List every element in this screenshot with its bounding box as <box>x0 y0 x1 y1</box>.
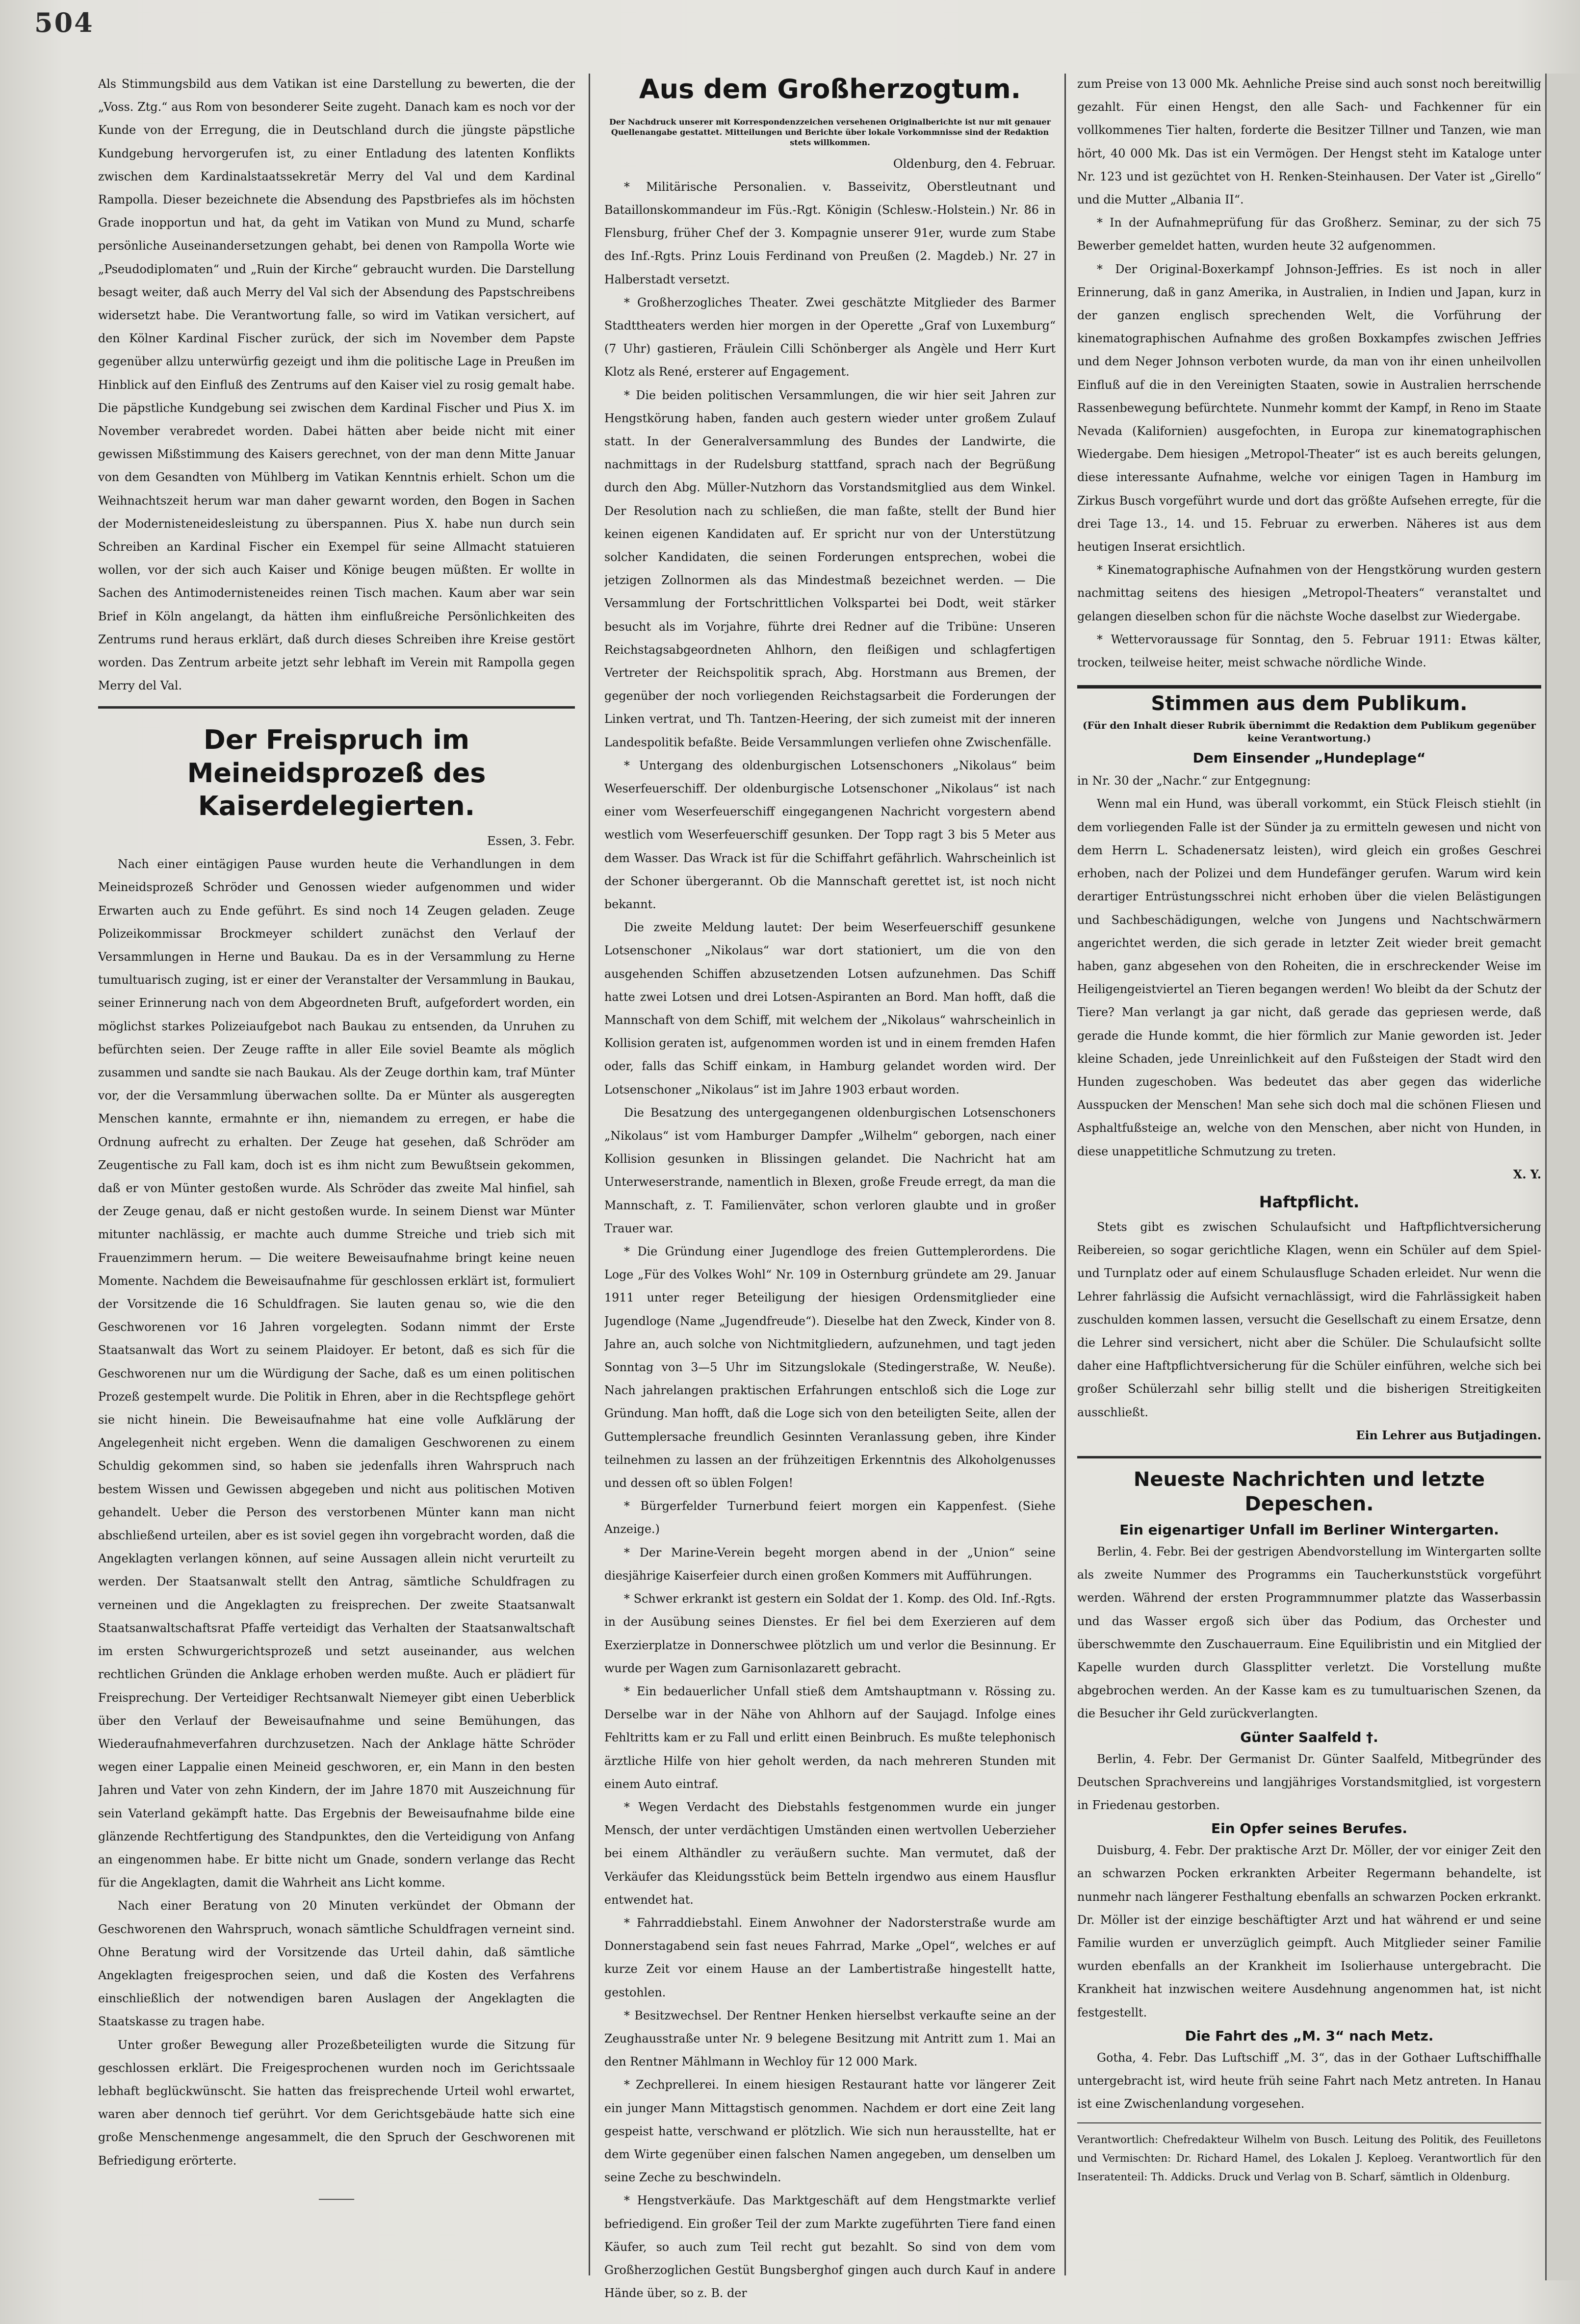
local-news-item: * Schwer erkrankt ist gestern ein Soldat der 1. Komp. des Old. Inf.-Rgts. in der Ausübung seines Dienstes. Er fiel bei dem Exerzieren auf dem Exerzierplatze in Donnerschwee plötzlich um und verlor die Besinnung. Er wurde per Wagen zum Garnisonlazarett gebracht. <box>604 1592 1056 1675</box>
separator <box>1077 685 1541 689</box>
dispatch: Berlin, 4. Febr. Der Germanist Dr. Günter Saalfeld, Mitbegründer des Deutschen Sprachvereins und langjähriges Vorstandsmitglied, ist vorgestern in Friedenau gestorben. <box>1077 1752 1541 1812</box>
local-news-item: * Die beiden politischen Versammlungen, die wir hier seit Jahren zur Hengstkörung haben, fanden auch gestern wieder unter großem Zulauf statt. In der Generalversammlung des Bundes der Landwirte, die nachmittags in der Rudelsburg stattfand, sprach nach der Begrüßung durch den Abg. Müller-Nutzhorn das Vorstandsmitglied aus dem Winkel. Der Resolution nach zu schließen, die man faßte, stellt der Bund hier keinen eigenen Kandidaten auf. Er spricht nur von der Unterstützung solcher Kandidaten, die seinen Forderungen entsprechen, wobei die jetzigen Zollnormen als das Mindestmaß bezeichnet werden. — Die Versammlung der Fortschrittlichen Volkspartei bei Dodt, weit stärker besucht als im Vorjahre, führte drei Redner auf die Tribüne: Unseren Reichstagsabgeordneten Ahlhorn, den fleißigen und schlagfertigen Vertreter der Reichspolitik sprach, Abg. Horstmann aus Bremen, der gegenüber der noch vorliegenden Reichstagsarbeit die Forderungen der Linken vertrat, und Th. Tantzen-Heering, der sich zumeist mit der inneren Landespolitik befaßte. Beide Versammlungen verliefen ohne Zwischenfälle. <box>604 388 1056 749</box>
local-news-item: * Militärische Personalien. v. Basseivitz, Oberstleutnant und Bataillonskommandeur im Füs.-Rgt. Königin (Schlesw.-Holstein.) Nr. 86 in Flensburg, früher Chef der 3. Kompagnie unserer 91er, wurde zum Stabe des Inf.-Rgts. Prinz Louis Ferdinand von Preußen (2. Magdeb.) Nr. 27 in Halberstadt versetzt. <box>604 179 1056 286</box>
column-3 <box>1077 73 1541 2309</box>
trial-paragraph: Nach einer Beratung von 20 Minuten verkündet der Obmann der Geschworenen den Wahrspruch, wonach sämtliche Schuldfragen verneint sind. Ohne Beratung wird der Vorsitzende das Urteil dahin, daß sämtliche Angeklagten freigesprochen seien, und daß die Kosten des Verfahrens einschließlich der notwendigen baren Auslagen der Angeklagten die Staatskasse zu tragen habe. <box>98 1899 575 2029</box>
local-news-item: zum Preise von 13 000 Mk. Aehnliche Preise sind auch sonst noch bereitwillig gezahlt. Für einen Hengst, den alle Sach- und Fachkenner für ein vollkommenes Tier halten, forderte die Besitzer Tillner und Tanzen, wie man hört, 40 000 Mk. Das ist ein Vermögen. Der Hengst steht im Kataloge unter Nr. 123 und ist gezüchtet von H. Renken-Steinhausen. Der Vater ist „Girello“ und die Mutter „Albania II“. <box>1077 77 1541 207</box>
letter-body: Stets gibt es zwischen Schulaufsicht und Haftpflichtversicherung Reibereien, so sogar gerichtliche Klagen, wenn ein Schüler auf dem Spiel- und Turnplatz oder auf einem Schulausfluge Schaden erleidet. Nur wenn die Lehrer fahrlässig die Aufsicht vernachlässigt, wird die Fahrlässigkeit haben zuschulden kommen lassen, versucht die Gesellschaft zu einem Ersatze, denn die Lehrer sind versichert, nicht aber die Schüler. Die Schulaufsicht sollte daher eine Haftpflichtversicherung für die Schüler einführen, welche sich bei großer Schülerzahl sehr billig stellt und die bisherigen Streitigkeiten ausschließt. <box>1077 1220 1541 1419</box>
rubric-notice: (Für den Inhalt dieser Rubrik übernimmt die Redaktion dem Publikum gegenüber keine Verantwortung.) <box>1082 719 1536 744</box>
local-news-item: * Zechprellerei. In einem hiesigen Restaurant hatte vor längerer Zeit ein junger Mann Mittagstisch genommen. Nachdem er dort eine Zeit lang gespeist hatte, verschwand er plötzlich. Wie sich nun herausstellte, hat er dem Wirte gegenüber einen falschen Namen angegeben, um denselben um seine Zeche zu beschwindeln. <box>604 2078 1056 2185</box>
headline-dog-plague: Dem Einsender „Hundeplage“ <box>1192 750 1426 766</box>
vatican-article: Als Stimmungsbild aus dem Vatikan ist eine Darstellung zu bewerten, die der „Voss. Ztg.“ aus Rom von besonderer Seite zugeht. Danach kam es noch vor der Kunde von der Erregung, die in Deutschland durch die jüngste päpstliche Kundgebung hervorgerufen ist, zu einer Entladung des latenten Konflikts zwischen dem Kardinalstaatssekretär Merry del Val und dem Kardinal Rampolla. Dieser bezeichnete die Absendung des Papstbriefes als im höchsten Grade inopportun und hat, da geht im Vatikan von Mund zu Mund, scharfe persönliche Auseinandersetzungen gehabt, bei denen von Rampolla Worte wie „Pseudodiplomaten“ und „Ruin der Kirche“ gebraucht wurden. Die Darstellung besagt weiter, daß auch Merry del Val sich der Absendung des Papstschreibens widersetzt habe. Die Verantwortung falle, so wird im Vatikan versichert, auf den Kölner Kardinal Fischer zurück, der sich im November dem Papste gegenüber allzu unterwürfig gezeigt und ihm die politische Lage in Preußen im Hinblick auf den Einfluß des Zentrums auf den Kaiser viel zu rosig gemalt habe. Die päpstliche Kundgebung sei zwischen dem Kardinal Fischer und Pius X. im November verabredet worden. Dabei hätten aber beide nicht mit einer gewissen Mißstimmung des Kaisers gerechnet, von der man denn Mitte Januar von dem Gesandten von Mühlberg im Vatikan Kenntnis erhielt. Schon um die Weihnachtszeit herum war man daher gewarnt worden, den Bogen in Sachen der Modernisteneidesleistung zu überspannen. Pius X. habe nun durch sein Schreiben an Kardinal Fischer ein Exempel für seine Allmacht statuieren wollen, vor der sich auch Kaiser und Könige beugen müßten. Er wollte in Sachen des Antimodernisteneides reinen Tisch machen. Kaum aber war sein Brief in Köln angelangt, da hätten ihm einflußreiche Persönlichkeiten des Zentrums rund heraus erklärt, daß durch dieses Schreiben ihre Kreise gestört worden. Das Zentrum arbeite jetzt sehr lebhaft im Verein mit Rampolla gegen Merry del Val. <box>98 77 575 693</box>
local-news-item: * Die Gründung einer Jugendloge des freien Guttemplerordens. Die Loge „Für des Volkes Wohl“ Nr. 109 in Osternburg gründete am 29. Januar 1911 unter reger Beteiligung der hiesigen Ordensmitglieder eine Jugendloge (Name „Jugendfreude“). Dieselbe hat den Zweck, Kinder von 8. Jahre an, auch solche von Nichtmitgliedern, aufzunehmen, und tagt jeden Sonntag von 3—5 Uhr im Sitzungslokale (Stedingerstraße, W. Neuße). Nach jahrelangen praktischen Erfahrungen entschloß sich die Loge zur Gründung. Man hofft, daß die Loge sich von den beteiligten Seite, allen der Guttemplersache freundlich Gesinnten Veranlassung geben, ihre Kinder teilnehmen zu lassen an der frühzeitigen Erkenntnis des Alkoholgenusses und dessen oft so üblen Folgen! <box>604 1245 1056 1490</box>
separator <box>1077 2122 1541 2123</box>
column-1 <box>98 73 575 2309</box>
local-news-item: * Besitzwechsel. Der Rentner Henken hierselbst verkaufte seine an der Zeughausstraße unter Nr. 9 belegene Besitzung mit Antritt zum 1. Mai an den Rentner Mählmann in Wechloy für 12 000 Mark. <box>604 2008 1056 2069</box>
local-news-item: Die zweite Meldung lautet: Der beim Weserfeuerschiff gesunkene Lotsenschoner „Nikolaus“ war dort stationiert, um die von den ausgehenden Schiffen abzusetzenden Lotsen aufzunehmen. Das Schiff hatte zwei Lotsen und drei Lotsen-Aspiranten an Bord. Man hofft, daß die Mannschaft von dem Schiff, mit welchem der „Nikolaus“ wahrscheinlich in Kollision geraten ist, aufgenommen worden ist und in einem fremden Hafen oder, falls das Schiff einkam, in Hamburg gelandet worden wird. Der Lotsenschoner „Nikolaus“ ist im Jahre 1903 erbaut worden. <box>604 920 1056 1097</box>
page-number: 504 <box>34 7 94 38</box>
letter-body: Wenn mal ein Hund, was überall vorkommt, ein Stück Fleisch stiehlt (in dem vorliegenden Falle ist der Sünder ja zu ermitteln gewesen und nicht von dem Herrn L. Schadenersatz leisten), wird gleich ein großes Geschrei erhoben, nach der Polizei und dem Hundefänger gerufen. Warum wird kein derartiger Entrüstungsschrei nicht erhoben über die vielen Belästigungen und Sachbeschädigungen, welche von Jungens und Nachtschwärmern angerichtet werden, die sich gerade in letzter Zeit wieder breit gemacht haben, ganz abgesehen von den Roheiten, die in erschreckender Weise im Heiligengeistviertel an Tieren begangen werden! Wo bleibt da der Schutz der Tiere? Man verlangt ja gar nicht, daß gerade das gepriesen werde, daß gerade die Hunde kommt, die hier förmlich zur Manie geworden ist. Jeder kleine Schaden, jede Unreinlichkeit auf den Fußsteigen der Stadt wird den Hunden zugeschoben. Was bedeutet das aber gegen das widerliche Ausspucken der Menschen! Man sehe sich doch mal die schönen Fliesen und Asphaltfußsteige an, welche von den Menschen, aber nicht von Hunden, in diese unappetitliche Schmutzung zu treten. <box>1077 797 1541 1158</box>
reprint-notice: Der Nachdruck unserer mit Korrespondenzzeichen versehenen Originalberichte ist nur mit genauer Quellenangabe gestattet. Mitteilungen und Berichte über lokale Vorkommnisse sind der Redaktion stets willkommen. <box>609 117 1051 147</box>
local-news-item: * Der Original-Boxerkampf Johnson-Jeffries. Es ist noch in aller Erinnerung, daß in ganz Amerika, in Australien, in Indien und Japan, kurz in der ganzen englisch sprechenden Welt, die Vorführung der kinematographischen Aufnahme des großen Boxkampfes zwischen Jeffries und dem Neger Johnson verboten wurde, da man von ihr einen unheilvollen Einfluß auf die in den Vereinigten Staaten, sowie in Australien herrschende Rassenbewegung befürchtete. Nunmehr kommt der Kampf, in Reno im Staate Nevada (Kalifornien) ausgefochten, in Europa zur kinematographischen Wiedergabe. Dem hiesigen „Metropol-Theater“ ist es auch bereits gelungen, diese interessante Aufnahme, welche vor einigen Tagen in Hamburg im Zirkus Busch vorgeführt wurde und dort das größte Aufsehen erregte, für die drei Tage 13., 14. und 15. Februar zu erwerben. Näheres ist aus dem heutigen Inserat ersichtlich. <box>1077 262 1541 554</box>
trial-paragraph: Nach einer eintägigen Pause wurden heute die Verhandlungen in dem Meineidsprozeß Schröder und Genossen wieder aufgenommen und wider Erwarten auch zu Ende geführt. Es sind noch 14 Zeugen geladen. Zeuge Polizeikommissar Brockmeyer schildert zunächst den Verlauf der Versammlungen in Herne und Baukau. Da es in der Versammlung zu Herne tumultuarisch zuging, ist er einer der Veranstalter der Versammlung in Baukau, seiner Erinnerung nach von dem Abgeordneten Bruft, aufgefordert worden, ein möglichst starkes Polizeiaufgebot nach Baukau zu entsenden, da Unruhen zu befürchten seien. Der Zeuge raffte in aller Eile soviel Beamte als möglich zusammen und sandte sie nach Baukau. Als der Zeuge dorthin kam, traf Münter vor, der die Versammlung überwachen sollte. Da er Münter als ausgeregten Menschen kannte, ermahnte er ihn, niemandem zu erregen, er habe die Ordnung aufrecht zu erhalten. Der Zeuge hat gesehen, daß Schröder am Zeugentische zu Fall kam, doch ist es ihm nicht zum Bewußtsein gekommen, daß er von Münter gestoßen wurde. Als Schröder das zweite Mal hinfiel, sah der Zeuge genau, daß er nicht gestoßen wurde. In seinem Dienst war Münter mitunter nachlässig, er machte auch dumme Streiche und trieb sich mit Frauenzimmern herum. — Die weitere Beweisaufnahme bringt keine neuen Momente. Nachdem die Beweisaufnahme für geschlossen erklärt ist, formuliert der Vorsitzende die 16 Schuldfragen. Sie lauten genau so, wie die den Geschworenen vor 16 Jahren vorgelegten. Sodann nimmt der Erste Staatsanwalt das Wort zu seinem Plaidoyer. Er betont, daß es sich für die Geschworenen nur um die Würdigung der Sache, daß es um einen politischen Prozeß gestempelt wurde. Die Politik in Ehren, aber in die Rechtspflege gehört sie nicht hinein. Die Beweisaufnahme hat eine volle Aufklärung der Angelegenheit nicht ergeben. Wenn die damaligen Geschworenen zu einem Schuldig gekommen sind, so haben sie jedenfalls ihren Wahrspruch nach bestem Wissen und Gewissen abgegeben und nicht aus politischen Motiven gehandelt. Ueber die Person des verstorbenen Münter kann man nicht abschließend urteilen, aber es ist soviel gegen ihn vorgebracht worden, daß die Angeklagten verlangen können, auf seine Aussagen allein nicht verurteilt zu werden. Der Staatsanwalt stellt den Antrag, sämtliche Schuldfragen zu verneinen und die Angeklagten zu freisprechen. Der zweite Staatsanwalt Staatsanwaltschaftsrat Pfaffe verteidigt das Verhalten der Staatsanwaltschaft im ersten Schwurgerichtsprozeß und setzt auseinander, aus welchen rechtlichen Gründen die Anklage erhoben werden mußte. Auch er plädiert für Freisprechung. Der Verteidiger Rechtsanwalt Niemeyer gibt einen Ueberblick über den Verlauf der Beweisaufnahme und seine Bemühungen, das Wiederaufnahmeverfahren durchzusetzen. Nach der Anklage hätte Schröder wegen einer Lappalie einen Meineid geschworen, er, ein Mann in den besten Jahren und Vater von zehn Kindern, der im Jahre 1870 mit Auszeichnung für sein Vaterland gekämpft hatte. Das Ergebnis der Beweisaufnahme bilde eine glänzende Rechtfertigung des Standpunktes, den die Verteidigung von Anfang an eingenommen habe. Er bitte nicht um Gnade, sondern verlange das Recht für die Angeklagten, damit die Wahrheit ans Licht komme. <box>98 857 575 1890</box>
section-title: Aus dem Großherzogtum. <box>639 74 1021 104</box>
local-news-item: * Wegen Verdacht des Diebstahls festgenommen wurde ein junger Mensch, der unter verdächtigen Umständen einen wertvollen Ueberzieher bei einem Althändler zu veräußern suchte. Man vermutet, daß der Verkäufer das Kleidungsstück beim Betteln irgendwo aus einem Hausflur entwendet hat. <box>604 1800 1056 1907</box>
column-2 <box>604 73 1056 2309</box>
local-news-item: * Bürgerfelder Turnerbund feiert morgen ein Kappenfest. (Siehe Anzeige.) <box>604 1499 1056 1536</box>
subhead-victim: Ein Opfer seines Berufes. <box>1211 1820 1408 1837</box>
end-mark: ⸻ <box>318 2190 355 2207</box>
letter-signature: X. Y. <box>1513 1167 1541 1181</box>
separator <box>1077 1456 1541 1458</box>
adjacent-page-edge <box>1545 74 1580 2280</box>
local-news-item: * Hengstverkäufe. Das Marktgeschäft auf dem Hengstmarkte verlief befriedigend. Ein großer Teil der zum Markte zugeführten Tiere fand einen Käufer, so auch zum Teil recht gut bezahlt. So sind von dem vom Großherzoglichen Gestüt Bungsberghof gingen auch durch Kauf in andere Hände über, so z. B. der <box>604 2194 1056 2300</box>
subhead-saalfeld: Günter Saalfeld †. <box>1240 1729 1378 1745</box>
headline-public-voices: Stimmen aus dem Publikum. <box>1151 692 1468 715</box>
local-news-item: * In der Aufnahmeprüfung für das Großherz. Seminar, zu der sich 75 Bewerber gemeldet hatten, wurden heute 32 aufgenommen. <box>1077 216 1541 253</box>
letter-signature: Ein Lehrer aus Butjadingen. <box>1356 1428 1541 1442</box>
local-news-item: Die Besatzung des untergegangenen oldenburgischen Lotsenschoners „Nikolaus“ ist vom Hamburger Dampfer „Wilhelm“ geborgen, nach einer Kollision gesunken in Blissingen gelandet. Die Nachricht hat am Unterweserstrande, namentlich in Blexen, große Freude erregt, da man die Mannschaft, z. T. Familienväter, schon verloren glaubte und in großer Trauer war. <box>604 1105 1056 1235</box>
local-news-item: * Kinematographische Aufnahmen von der Hengstkörung wurden gestern nachmittag seitens des hiesigen „Metropol-Theaters“ veranstaltet und gelangen dieselben schon für die nächste Woche daselbst zur Wiedergabe. <box>1077 563 1541 623</box>
dateline-essen: Essen, 3. Febr. <box>487 834 575 848</box>
dispatch: Duisburg, 4. Febr. Der praktische Arzt Dr. Möller, der vor einiger Zeit den an schwarzen Pocken erkrankten Arbeiter Regermann behandelte, ist nunmehr nach längerer Festhaltung ebenfalls an schwarzen Pocken erkrankt. Dr. Möller ist der einzige beschäftigter Arzt und hat während er und seine Familie wurden er unverzüglich geimpft. Auch Mitglieder seiner Familie wurden ebenfalls an der Krankheit im Isolierhause untergebracht. Die Krankheit hat inzwischen weitere Ausdehnung angenommen hat, ist nicht festgestellt. <box>1077 1843 1541 2019</box>
subhead-airship: Die Fahrt des „M. 3“ nach Metz. <box>1185 2027 1434 2044</box>
local-news-item: * Untergang des oldenburgischen Lotsenschoners „Nikolaus“ beim Weserfeuerschiff. Der oldenburgische Lotsenschoner „Nikolaus“ ist nach einer vom Weserfeuerschiff eingegangenen Nachricht vorgestern abend westlich vom Weserfeuerschiff gesunken. Der Topp ragt 3 bis 5 Meter aus dem Wasser. Das Wrack ist für die Schiffahrt gefährlich. Wahrscheinlich ist der Schoner übergerannt. Ob die Mannschaft gerettet ist, ist noch nicht bekannt. <box>604 758 1056 911</box>
local-news-item: * Fahrraddiebstahl. Einem Anwohner der Nadorsterstraße wurde am Donnerstagabend sein fast neues Fahrrad, Marke „Opel“, welches er auf kurze Zeit vor einem Hause an der Lambertistraße hingestellt hatte, gestohlen. <box>604 1915 1056 1999</box>
dispatch: Berlin, 4. Febr. Bei der gestrigen Abendvorstellung im Wintergarten sollte als zweite Nummer des Programms ein Taucherkunststück vorgeführt werden. Während der ersten Programmnummer platzte das Wasserbassin und das Wasser ergoß sich über das Podium, das Orchester und überschwemmte den Zuschauerraum. Eine Equilibristin und ein Mitglied der Kapelle wurden durch Glassplitter verletzt. Die Vorstellung mußte abgebrochen werden. An der Kasse kam es zu tumultuarischen Szenen, da die Besucher ihr Geld zurückverlangten. <box>1077 1544 1541 1721</box>
column-rule <box>589 74 590 2275</box>
trial-paragraph: Unter großer Bewegung aller Prozeßbeteiligten wurde die Sitzung für geschlossen erklärt. Die Freigesprochenen wurden noch im Gerichtssaale lebhaft beglückwünscht. Sie hatten das freisprechende Urteil wohl erwartet, waren aber dennoch tief gerührt. Vor dem Gerichtsgebäude hatte sich eine große Menschenmenge angesammelt, die den Spruch der Geschworenen mit Befriedigung erörterte. <box>98 2038 575 2168</box>
headline-perjury-trial: Der Freispruch im Meineidsprozeß des Kaiserdelegierten. <box>187 724 486 822</box>
dateline-oldenburg: Oldenburg, den 4. Februar. <box>893 156 1056 171</box>
imprint: Verantwortlich: Chefredakteur Wilhelm von Busch. Leitung des Politik, des Feuilletons und Vermischten: Dr. Richard Hamel, des Lokalen J. Keploeg. Verantwortlich für den Inseratenteil: Th. Addicks. Druck und Verlag von B. Scharf, sämtlich in Oldenburg. <box>1077 2134 1541 2183</box>
subhead-wintergarden: Ein eigenartiger Unfall im Berliner Wintergarten. <box>1119 1521 1499 1538</box>
dispatch: Gotha, 4. Febr. Das Luftschiff „M. 3“, das in der Gothaer Luftschiffhalle untergebracht ist, wird heute früh seine Fahrt nach Metz antreten. In Hanau ist eine Zwischenlandung vorgesehen. <box>1077 2050 1541 2111</box>
local-news-item: * Ein bedauerlicher Unfall stieß dem Amtshauptmann v. Rössing zu. Derselbe war in der Nähe von Ahlhorn auf der Saujagd. Infolge eines Fehltritts kam er zu Fall und erlitt einen Beinbruch. Es mußte telephonisch ärztliche Hilfe von hier geholt werden, da nach mehreren Stunden mit einem Auto eintraf. <box>604 1684 1056 1791</box>
local-news-item: * Großherzogliches Theater. Zwei geschätzte Mitglieder des Barmer Stadttheaters werden hier morgen in der Operette „Graf von Luxemburg“ (7 Uhr) gastieren, Fräulein Cilli Schönberger als Angèle und Herr Kurt Klotz als René, ersterer auf Engagement. <box>604 295 1056 379</box>
local-news-item: * Der Marine-Verein begeht morgen abend in der „Union“ seine diesjährige Kaiserfeier durch einen großen Kommers mit Aufführungen. <box>604 1545 1056 1583</box>
headline-liability: Haftpflicht. <box>1259 1192 1360 1211</box>
letter-intro: in Nr. 30 der „Nachr.“ zur Entgegnung: <box>1077 774 1311 788</box>
weather-forecast: * Wettervoraussage für Sonntag, den 5. Februar 1911: Etwas kälter, trocken, teilweise heiter, meist schwache nördliche Winde. <box>1077 632 1541 670</box>
separator <box>98 706 575 709</box>
headline-latest-news: Neueste Nachrichten und letzte Depeschen. <box>1133 1468 1485 1515</box>
column-rule <box>1064 74 1066 2275</box>
